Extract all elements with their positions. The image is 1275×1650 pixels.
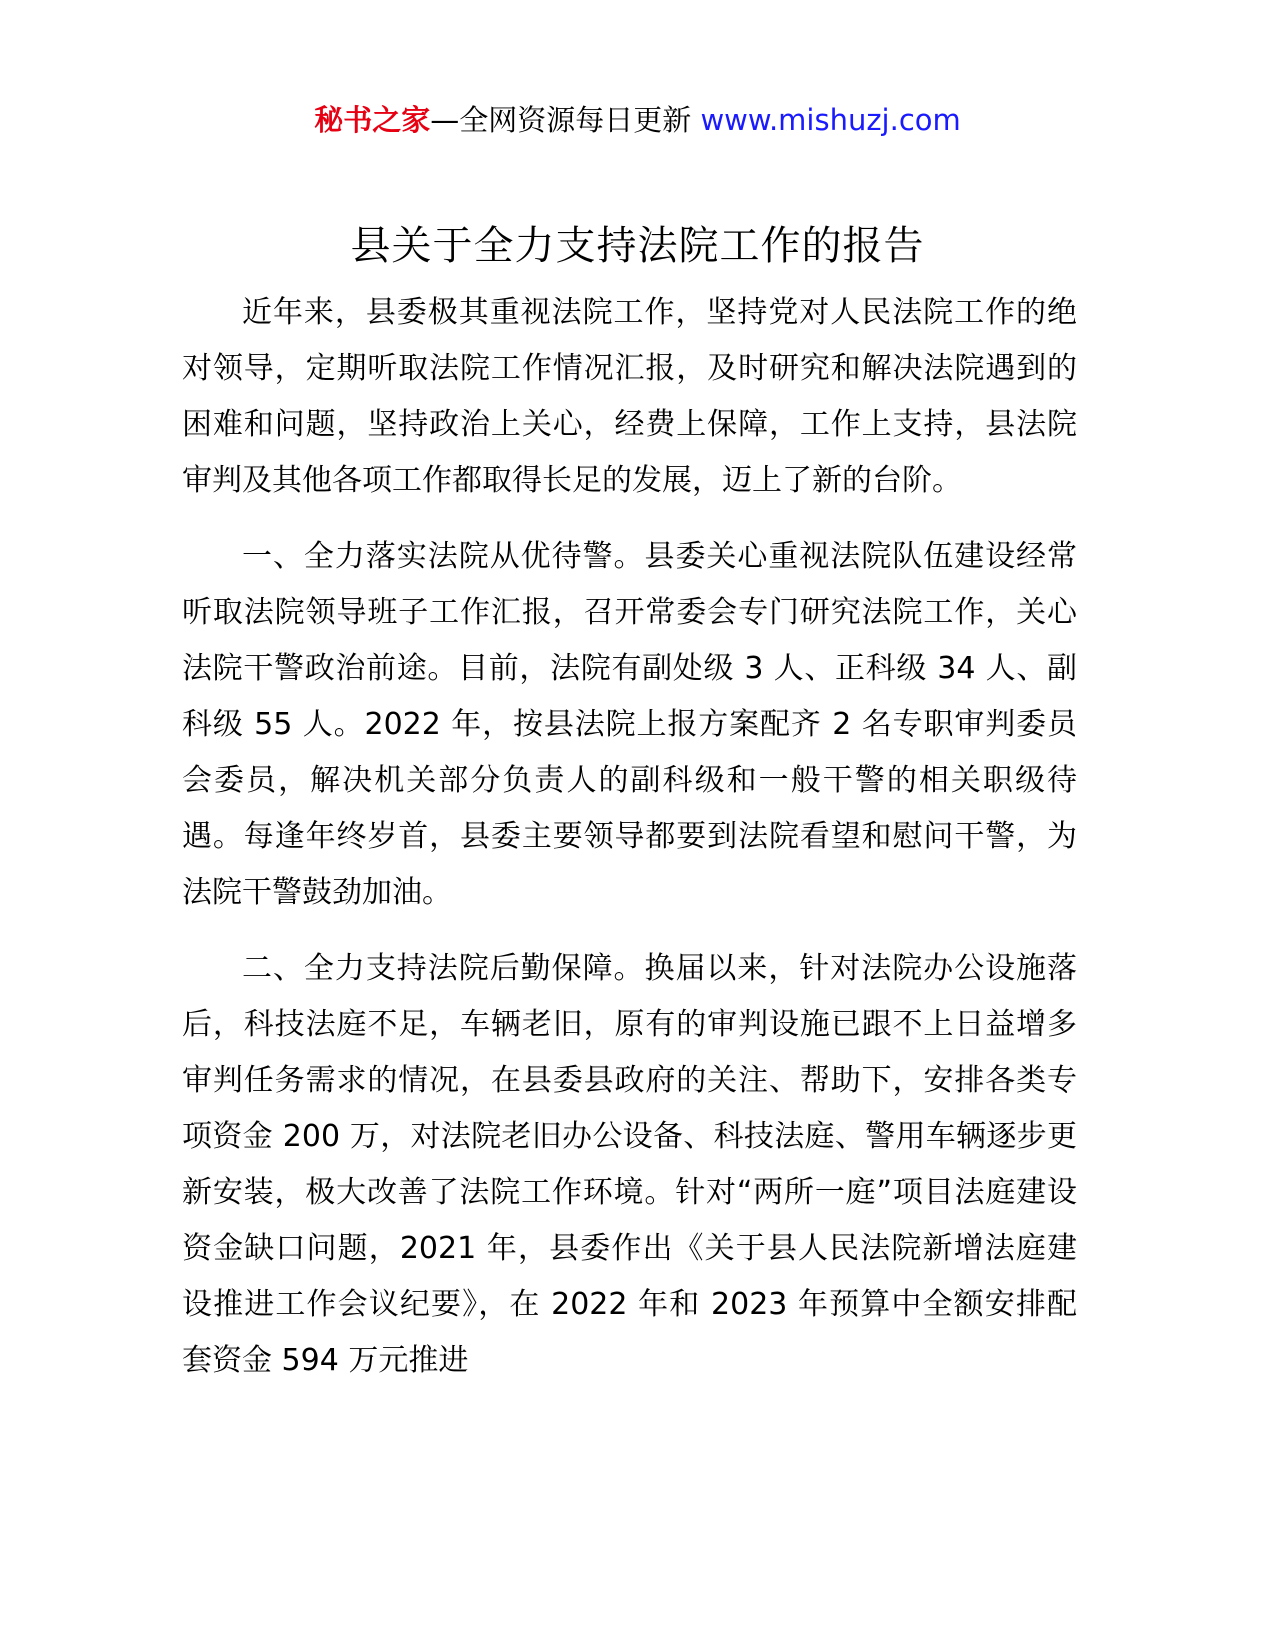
site-header <box>0 98 1275 142</box>
document-body <box>182 285 1077 1409</box>
brand-name: 秘书之家 <box>314 103 431 137</box>
paragraph-section-1: 一、全力落实法院从优待警。县委关心重视法院队伍建设经常听取法院领导班子工作汇报，召开常委会专门研究法院工作，关心法院干警政治前途。目前，法院有副处级 3 人、正科级 34 人、副科级 55 人。2022 年，按县法院上报方案配齐 2 名专职审判委员会委员，解决机关部分负责人的副科级和一般干警的相关职级待遇。每逢年终岁首，县委主要领导都要到法院看望和慰问干警，为法院干警鼓劲加油。 <box>182 539 1077 910</box>
document-title: 县关于全力支持法院工作的报告 <box>350 223 925 269</box>
header-slogan: —全网资源每日更新 <box>430 103 692 137</box>
paragraph-section-2: 二、全力支持法院后勤保障。换届以来，针对法院办公设施落后，科技法庭不足，车辆老旧，原有的审判设施已跟不上日益增多审判任务需求的情况，在县委县政府的关注、帮助下，安排各类专项资金 200 万，对法院老旧办公设备、科技法庭、警用车辆逐步更新安装，极大改善了法院工作环境。针对“两所一庭”项目法庭建设资金缺口问题，2021 年，县委作出《关于县人民法院新增法庭建设推进工作会议纪要》，在 2022 年和 2023 年预算中全额安排配套资金 594 万元推进 <box>182 951 1077 1378</box>
paragraph-intro: 近年来，县委极其重视法院工作，坚持党对人民法院工作的绝对领导，定期听取法院工作情况汇报，及时研究和解决法院遇到的困难和问题，坚持政治上关心，经费上保障，工作上支持，县法院审判及其他各项工作都取得长足的发展，迈上了新的台阶。 <box>182 295 1077 498</box>
site-url-link[interactable]: www.mishuzj.com <box>700 103 961 137</box>
